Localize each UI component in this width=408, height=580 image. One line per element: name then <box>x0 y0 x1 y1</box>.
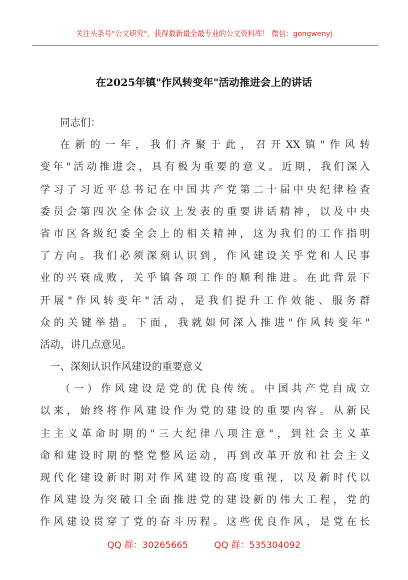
paragraph-line: 业的兴衰成败，关乎镇各项工作的顺利推进。在此背景下 <box>40 273 370 285</box>
paragraph-line: 开展"作风转变年"活动，是我们提升工作效能、服务群 <box>40 295 370 307</box>
salutation: 同志们： <box>60 118 101 129</box>
paragraph-line: 变年"活动推进会，具有极为重要的意义。近期，我们深入 <box>40 162 370 174</box>
paragraph-line: 在新的一年，我们齐聚于此，召开XX镇"作风转 <box>60 140 370 152</box>
paragraph-line: 以来，始终将作风建设作为党的建设的重要内容。从新民 <box>40 406 370 418</box>
paragraph-line: 委员会第四次全体会议上发表的重要讲话精神，以及中央 <box>40 206 370 218</box>
paragraph-line: 了方向。我们必须深刻认识到，作风建设关乎党和人民事 <box>40 251 370 263</box>
footer <box>0 538 408 551</box>
header-note: 关注头条号"公文研究"，获得最新最全最专业的公文资料库！ 微信：gongwenyj <box>75 29 333 38</box>
header-divider <box>32 45 378 46</box>
section-heading: 一、深刻认识作风建设的重要意义 <box>50 362 203 374</box>
document-body <box>40 113 370 535</box>
paragraph-line: 活动，讲几点意见。 <box>40 339 132 351</box>
paragraph-line: 作风建设为突破口全面推进党的建设新的伟大工程，党的 <box>40 495 370 507</box>
footer-qq-group-1: QQ 群：30265665 <box>107 541 189 551</box>
footer-qq-group-2: QQ 群：535304092 <box>214 541 301 551</box>
paragraph-line: 省市区各级纪委全会上的相关精神，这为我们的工作指明 <box>40 228 370 240</box>
paragraph-line: 主主义革命时期的"三大纪律八项注意"，到社会主义革 <box>40 428 370 440</box>
paragraph-line: 命和建设时期的整党整风运动，再到改革开放和社会主义 <box>40 450 370 462</box>
paragraph-line: 众的关键举措。下面，我就如何深入推进"作风转变年" <box>40 317 370 329</box>
document-title: 在2025年镇"作风转变年"活动推进会上的讲话 <box>95 77 313 89</box>
paragraph-line: （一）作风建设是党的优良传统。中国共产党自成立 <box>60 384 370 396</box>
paragraph-line: 学习了习近平总书记在中国共产党第二十届中央纪律检查 <box>40 184 370 196</box>
paragraph-line: 作风建设贯穿了党的奋斗历程。这些优良作风，是党在长 <box>40 517 370 529</box>
paragraph-line: 现代化建设新时期对作风建设的高度重视，以及新时代以 <box>40 473 370 484</box>
